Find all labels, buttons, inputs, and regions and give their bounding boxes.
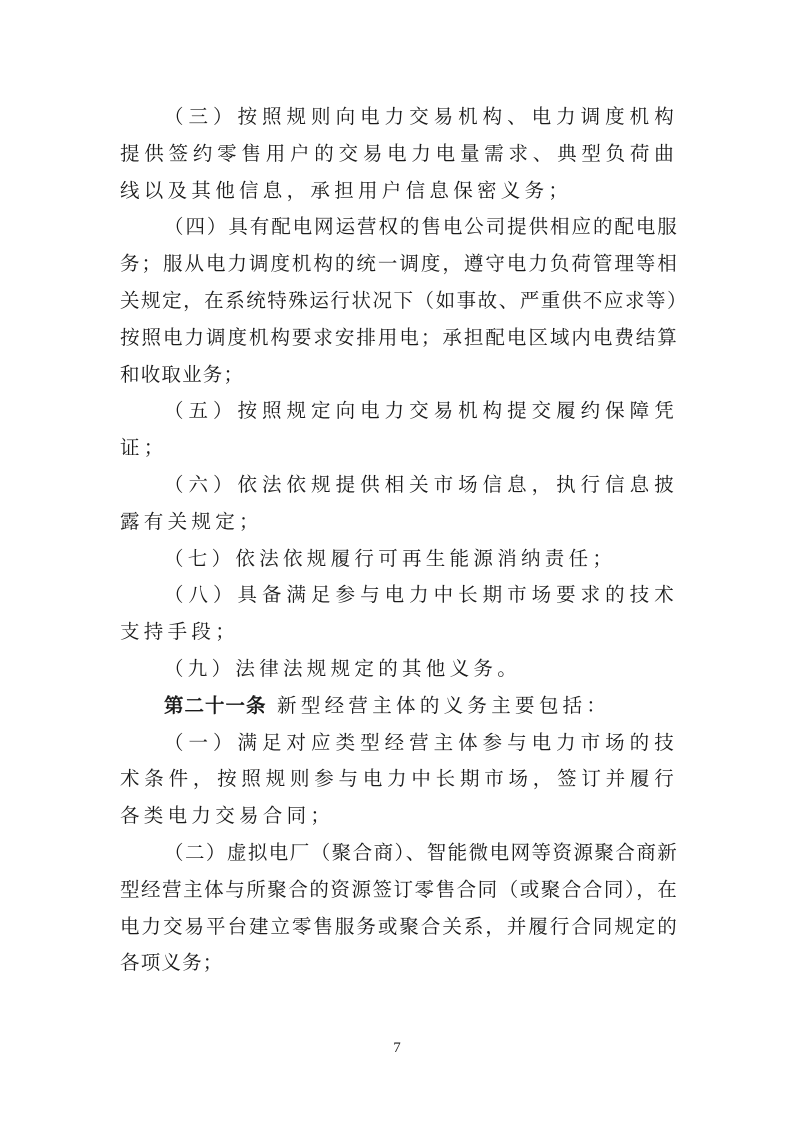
document-body [120,99,678,982]
page-number: 7 [393,1040,401,1056]
paragraph-item-5: （五）按照规定向电力交易机构提交履约保障凭证； [120,399,678,460]
paragraph-a21-item-1: （一）满足对应类型经营主体参与电力市场的技术条件，按照规则参与电力中长期市场，签订并履行各类电力交易合同； [120,730,678,828]
article-heading: 第二十一条 [164,693,267,717]
paragraph-item-8: （八）具备满足参与电力中长期市场要求的技术支持手段； [120,583,678,644]
article-21 [120,688,678,725]
paragraph-a21-item-2: （二）虚拟电厂（聚合商）、智能微电网等资源聚合商新型经营主体与所聚合的资源签订零售合同（或聚合合同），在电力交易平台建立零售服务或聚合关系，并履行合同规定的各项义务； [120,840,678,975]
paragraph-item-4: （四）具有配电网运营权的售电公司提供相应的配电服务；服从电力调度机构的统一调度，遵守电力负荷管理等相关规定，在系统特殊运行状况下（如事故、严重供不应求等）按照电力调度机构要求安排用电；承担配电区域内电费结算和收取业务； [120,215,678,386]
paragraph-item-6: （六）依法依规提供相关市场信息，执行信息披露有关规定； [120,472,678,533]
paragraph-item-9: （九）法律法规规定的其他义务。 [164,656,522,680]
paragraph-item-3: （三）按照规则向电力交易机构、电力调度机构提供签约零售用户的交易电力电量需求、典型负荷曲线以及其他信息，承担用户信息保密义务； [120,105,678,202]
article-intro: 新型经营主体的义务主要包括： [266,693,611,717]
paragraph-item-7: （七）依法依规履行可再生能源消纳责任； [164,546,617,570]
